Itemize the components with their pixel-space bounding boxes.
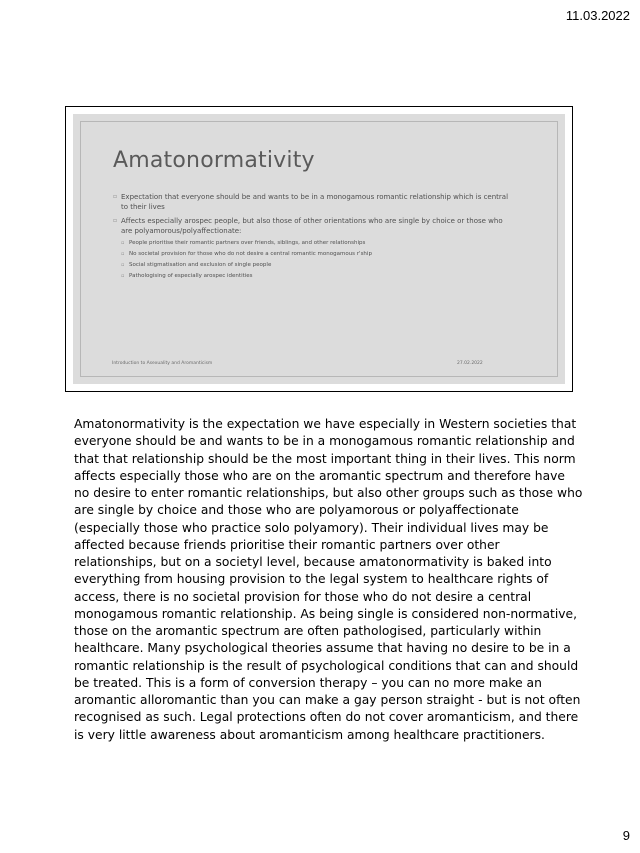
slide-background	[73, 114, 565, 384]
slide-title: Amatonormativity	[113, 148, 315, 173]
slide-bullet	[113, 216, 513, 280]
slide-thumbnail	[65, 106, 573, 392]
slide-footer-title: Introduction to Asexuality and Aromanticism	[112, 361, 213, 366]
slide-bullet-list	[113, 192, 513, 284]
slide-sub-bullet: ▫ Social stigmatisation and exclusion of single people	[121, 261, 513, 269]
slide-sub-bullet-list	[121, 239, 513, 280]
slide-footer-date: 27.02.2022	[457, 361, 483, 366]
page-number: 9	[622, 828, 630, 843]
slide-sub-bullet: ▫ No societal provision for those who do not desire a central romantic monogamous r'ship	[121, 250, 513, 258]
speaker-notes: Amatonormativity is the expectation we have especially in Western societies that everyone should be and wants to be in a monogamous romantic relationship and that that relationship should be the most important thing in their lives. This norm affects especially those who are on the aromantic spectrum and therefore have no desire to enter romantic relationships, but also other groups such as those who are single by choice and those who are polyamorous or polyaffectionate (especially those who practice solo polyamory). Their individual lives may be affected because friends prioritise their romantic partners over other relationships, but on a societyl level, because amatonormativity is baked into everything from housing provision to the legal system to healthcare rights of access, there is no societal provision for those who do not desire a central monogamous romantic relationship. As being single is considered non-normative, those on the aromantic spectrum are often pathologised, particularly within healthcare. Many psychological theories assume that having no desire to be in a romantic relationship is the result of psychological conditions that can and should be treated. This is a form of conversion therapy – you can no more make an aromantic alloromantic than you can make a gay person straight - but is not often recognised as such. Legal protections often do not cover aromanticism, and there is very little awareness about aromanticism among healthcare practitioners.	[74, 417, 583, 742]
slide-bullet: ▫ Expectation that everyone should be and wants to be in a monogamous romantic relationship which is central to their lives	[113, 192, 513, 212]
page-date: 11.03.2022	[565, 8, 630, 23]
slide-sub-bullet: ▫ People prioritise their romantic partners over friends, siblings, and other relationships	[121, 239, 513, 247]
slide-sub-bullet: ▫ Pathologising of especially arospec identities	[121, 272, 513, 280]
slide-content-area	[80, 121, 558, 377]
slide-bullet-text: Affects especially arospec people, but also those of other orientations who are single by choice or those who are polyamorous/polyaffectionate:	[121, 217, 503, 235]
